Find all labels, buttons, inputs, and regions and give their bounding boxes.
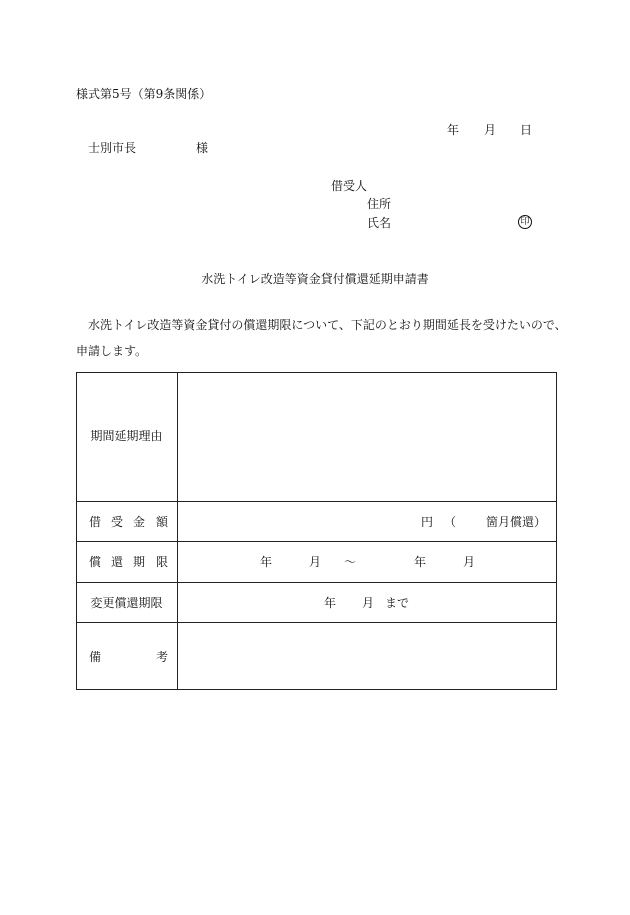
date-day: 日 — [520, 123, 533, 137]
amount-label-char: 受 — [111, 515, 124, 529]
deadline-year-to: 年 — [414, 555, 427, 569]
table-row-divider — [76, 541, 557, 542]
deadline-label-char: 還 — [111, 555, 124, 569]
remarks-label-char: 考 — [156, 650, 169, 664]
deadline-label-char: 期 — [133, 555, 146, 569]
addressee-honorific: 様 — [196, 141, 209, 155]
remarks-label-char: 備 — [89, 650, 102, 664]
deadline-label-char: 償 — [89, 555, 102, 569]
yen-unit: 円 — [421, 515, 434, 529]
reason-field[interactable] — [178, 373, 556, 500]
changed-deadline-label: 変更償還期限 — [90, 596, 163, 610]
date-year: 年 — [447, 123, 460, 137]
date-month: 月 — [484, 123, 497, 137]
deadline-month-to: 月 — [463, 555, 476, 569]
applicant-title: 借受人 — [331, 179, 368, 193]
deadline-label-char: 限 — [156, 555, 169, 569]
installments-text: 箇月償還） — [486, 515, 547, 529]
amount-label-char: 金 — [133, 515, 146, 529]
seal-mark: 印 — [518, 215, 532, 229]
addressee: 士別市長 — [88, 141, 137, 155]
changed-month: 月 — [362, 596, 375, 610]
deadline-month-from: 月 — [309, 555, 322, 569]
address-label: 住所 — [367, 197, 392, 211]
amount-field[interactable] — [178, 502, 418, 540]
document-title: 水洗トイレ改造等資金貸付償還延期申請書 — [201, 272, 429, 286]
open-paren: （ — [444, 515, 457, 529]
amount-label-char: 額 — [156, 515, 169, 529]
table-row-divider — [76, 582, 557, 583]
installment-count-field[interactable] — [458, 502, 484, 540]
deadline-tilde: ～ — [344, 555, 357, 569]
reason-label: 期間延期理由 — [90, 429, 163, 443]
remarks-field[interactable] — [178, 623, 556, 689]
name-label: 氏名 — [367, 216, 392, 230]
body-line-2: 申請します。 — [76, 344, 148, 358]
amount-label-char: 借 — [89, 515, 102, 529]
form-number: 様式第5号（第9条関係） — [76, 87, 212, 101]
changed-year: 年 — [324, 596, 337, 610]
body-line-1: 水洗トイレ改造等資金貸付の償還期限について、下記のとおり期間延長を受けたいので、 — [88, 318, 567, 332]
changed-until: まで — [385, 596, 410, 610]
deadline-year-from: 年 — [260, 555, 273, 569]
